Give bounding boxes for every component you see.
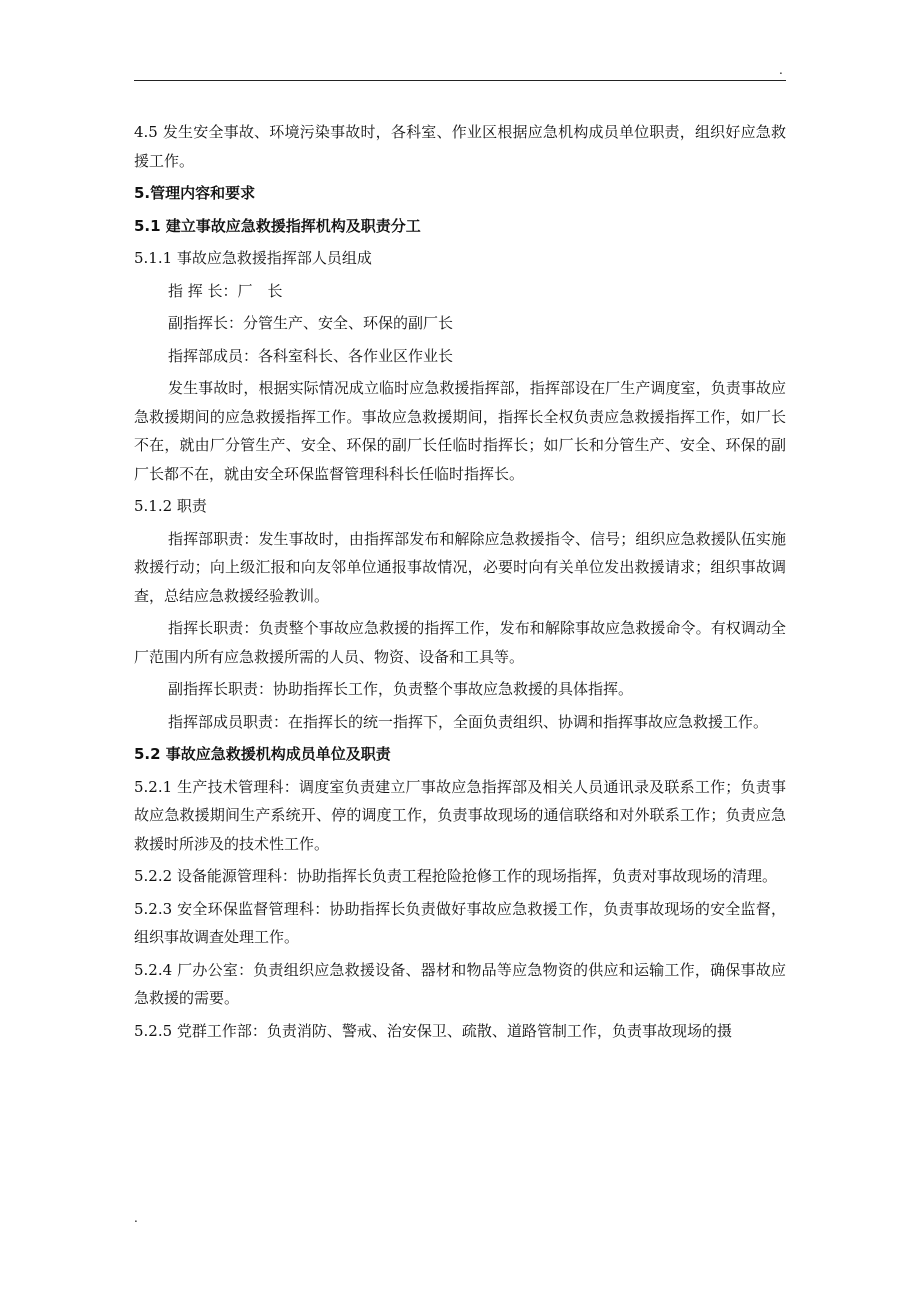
role-deputy-commander: 副指挥长：分管生产、安全、环保的副厂长 [168, 314, 454, 332]
paragraph-5-1-2: 5.1.2 职责 [134, 497, 207, 515]
role-members: 指挥部成员：各科室科长、各作业区作业长 [168, 346, 454, 365]
duty-commander: 指挥长职责：负责整个事故应急救援的指挥工作，发布和解除事故应急救援命令。有权调动全厂范围内所有应急救援所需的人员、物资、设备和工具等。 [134, 619, 786, 666]
paragraph-5-2-5: 5.2.5 党群工作部：负责消防、警戒、治安保卫、疏散、道路管制工作，负责事故现场的摄 [134, 1021, 732, 1040]
duty-headquarters: 指挥部职责：发生事故时，由指挥部发布和解除应急救援指令、信号；组织应急救援队伍实施救援行动；向上级汇报和向友邻单位通报事故情况，必要时向有关单位发出救援请求；组织事故调查，总结应急救援经验教训。 [134, 529, 786, 605]
paragraph-4-5: 4.5 发生安全事故、环境污染事故时，各科室、作业区根据应急机构成员单位职责，组织好应急救援工作。 [134, 123, 786, 170]
paragraph-5-2-4: 5.2.4 厂办公室：负责组织应急救援设备、器材和物品等应急物资的供应和运输工作，确保事故应急救援的需要。 [134, 960, 786, 1007]
paragraph-5-2-3: 5.2.3 安全环保监督管理科：协助指挥长负责做好事故应急救援工作，负责事故现场的安全监督，组织事故调查处理工作。 [134, 899, 786, 946]
heading-5-1: 5.1 建立事故应急救援指挥机构及职责分工 [134, 216, 421, 235]
header-rule [134, 80, 786, 81]
paragraph-5-2-2: 5.2.2 设备能源管理科：协助指挥长负责工程抢险抢修工作的现场指挥，负责对事故现场的清理。 [134, 867, 777, 885]
role-commander: 指 挥 长：厂 长 [168, 281, 283, 300]
document-body [134, 118, 786, 1049]
paragraph-5-2-1: 5.2.1 生产技术管理科：调度室负责建立厂事故应急指挥部及相关人员通讯录及联系工作；负责事故应急救援期间生产系统开、停的调度工作，负责事故现场的通信联络和对外联系工作；负责应急救援时所涉及的技术性工作。 [134, 777, 786, 853]
duty-members: 指挥部成员职责：在指挥长的统一指挥下，全面负责组织、协调和指挥事故应急救援工作。 [168, 712, 769, 731]
duty-deputy-commander: 副指挥长职责：协助指挥长工作，负责整个事故应急救援的具体指挥。 [168, 680, 634, 698]
footer-mark: . [134, 1211, 138, 1225]
heading-5-2: 5.2 事故应急救援机构成员单位及职责 [134, 745, 391, 763]
header-corner-mark: . [779, 63, 783, 77]
paragraph-occurrence: 发生事故时，根据实际情况成立临时应急救援指挥部，指挥部设在厂生产调度室，负责事故应急救援期间的应急救援指挥工作。事故应急救援期间，指挥长全权负责应急救援指挥工作，如厂长不在，就由厂分管生产、安全、环保的副厂长任临时指挥长；如厂长和分管生产、安全、环保的副厂长都不在，就由安全环保监督管理科科长任临时指挥长。 [134, 379, 786, 483]
heading-5: 5.管理内容和要求 [134, 184, 256, 202]
paragraph-5-1-1: 5.1.1 事故应急救援指挥部人员组成 [134, 249, 372, 267]
